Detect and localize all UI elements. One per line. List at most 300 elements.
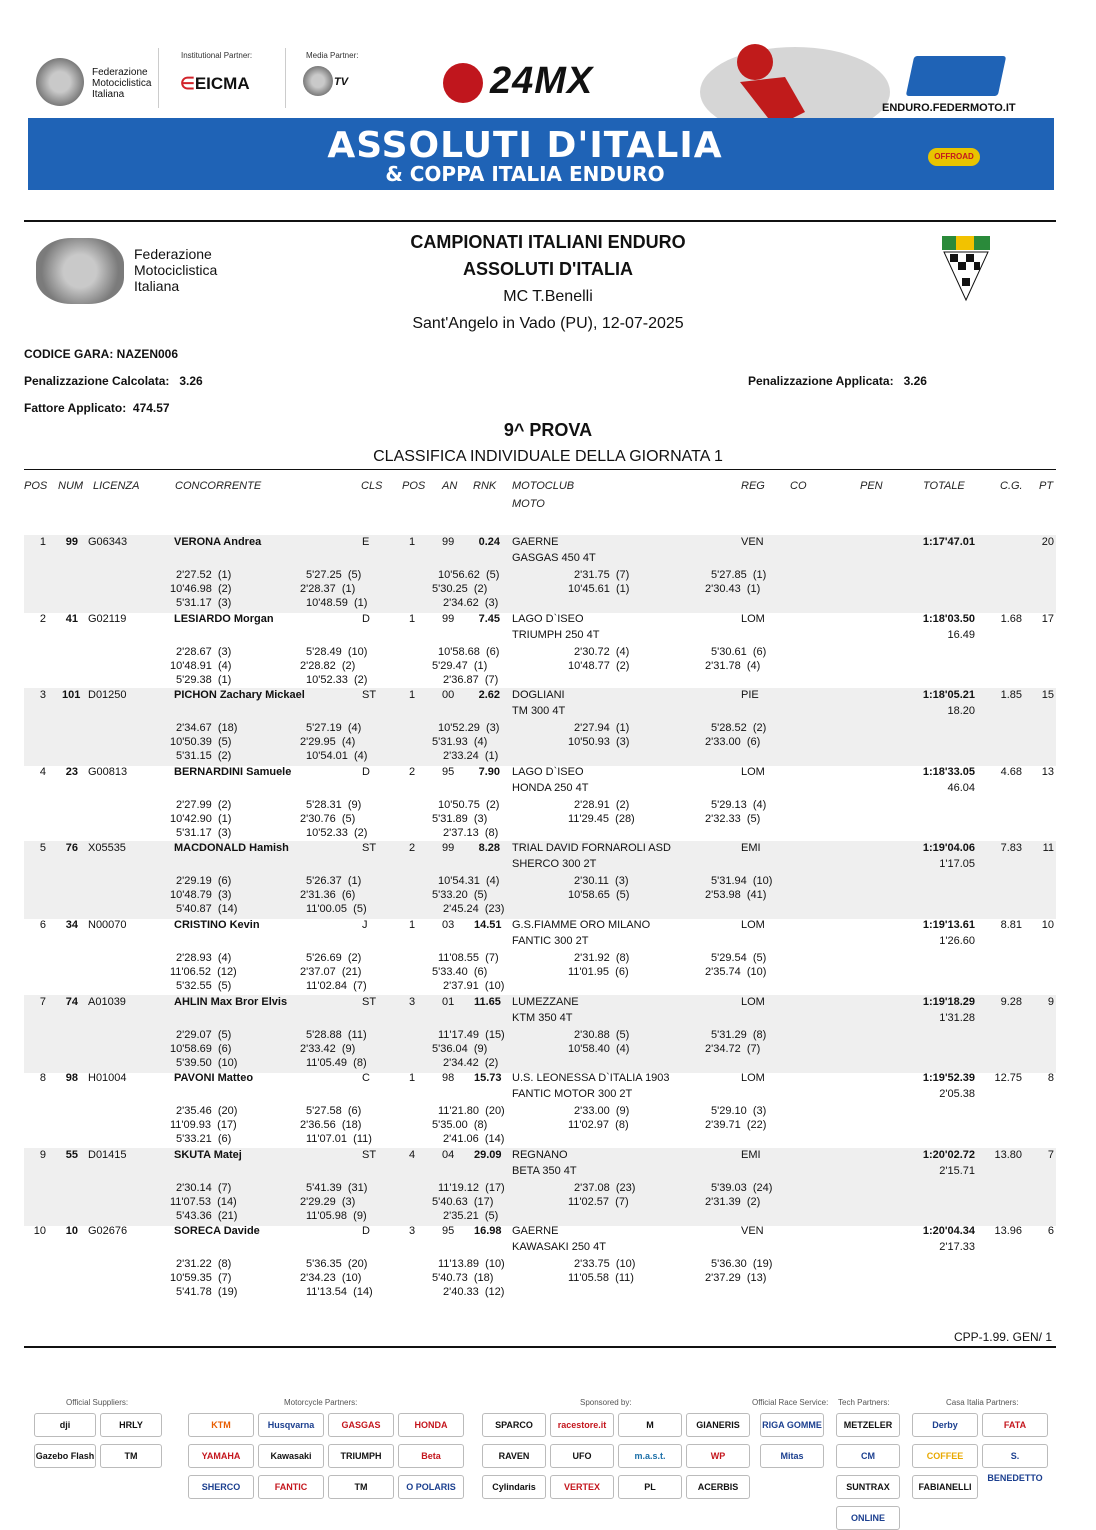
split-time: 5'41.39 (31) xyxy=(306,1182,368,1194)
stage-title: 9^ PROVA xyxy=(503,420,593,440)
divider xyxy=(24,1346,1056,1348)
num-cell: 10 xyxy=(65,1225,78,1237)
split-time: 2'37.08 (23) xyxy=(574,1182,636,1194)
cg-cell: 1.68 xyxy=(1000,613,1022,625)
sponsor-logo: VERTEX xyxy=(550,1475,614,1499)
split-time: 11'01.95 (6) xyxy=(568,966,629,978)
rank-cell: 14.51 xyxy=(474,919,502,931)
split-time: 5'36.35 (20) xyxy=(306,1258,368,1270)
license-cell: G02119 xyxy=(88,613,127,625)
motoclub-cell: TRIAL DAVID FORNAROLI ASD xyxy=(512,842,671,854)
total-cell: 1:19'52.39 xyxy=(922,1072,975,1084)
split-time: 5'36.30 (19) xyxy=(711,1258,773,1270)
class-pos-cell: 1 xyxy=(409,689,416,701)
name-cell: VERONA Andrea xyxy=(174,536,262,548)
motoclub-cell: DOGLIANI xyxy=(512,689,565,701)
split-time: 5'40.87 (14) xyxy=(176,903,238,915)
split-time: 5'31.29 (8) xyxy=(711,1029,767,1041)
cg-cell: 9.28 xyxy=(1000,996,1022,1008)
sponsor-logo: PL xyxy=(618,1475,682,1499)
sponsor-logo: Kawasaki xyxy=(258,1444,324,1468)
region-cell: LOM xyxy=(741,766,765,778)
year-cell: 99 xyxy=(442,536,455,548)
rank-cell: 11.65 xyxy=(474,996,501,1008)
media-partner-label: Media Partner: xyxy=(306,51,359,60)
applied-factor: Fattore Applicato: 474.57 xyxy=(24,401,170,415)
sponsor-logo: GIANERIS xyxy=(686,1413,750,1437)
class-pos-cell: 2 xyxy=(409,842,416,854)
split-time: 5'41.78 (19) xyxy=(176,1286,238,1298)
race-code: CODICE GARA: NAZEN006 xyxy=(24,347,179,361)
sponsor-logo: m.a.s.t. xyxy=(618,1444,682,1468)
split-time: 2'34.23 (10) xyxy=(300,1272,362,1284)
split-time: 10'58.40 (4) xyxy=(568,1043,630,1055)
region-cell: EMI xyxy=(741,842,761,854)
split-time: 11'02.97 (8) xyxy=(568,1119,629,1131)
venue-date: Sant'Angelo in Vado (PU), 12-07-2025 xyxy=(412,315,684,332)
split-time: 2'39.71 (22) xyxy=(705,1119,767,1131)
total-cell: 1:17'47.01 xyxy=(922,536,975,548)
rank-cell: 0.24 xyxy=(478,536,500,548)
class-cell: E xyxy=(362,536,370,548)
sponsor-logo: GASGAS xyxy=(328,1413,394,1437)
name-cell: LESIARDO Morgan xyxy=(174,613,274,625)
split-time: 11'19.12 (17) xyxy=(438,1182,505,1194)
split-time: 10'58.69 (6) xyxy=(170,1043,232,1055)
offroad-logo: OFFROAD xyxy=(928,148,980,166)
pos-cell: 10 xyxy=(33,1225,46,1237)
split-time: 5'33.21 (6) xyxy=(176,1133,232,1145)
num-cell: 55 xyxy=(65,1149,78,1161)
col-totale: TOTALE xyxy=(923,480,965,492)
license-cell: G00813 xyxy=(88,766,128,778)
split-time: 5'31.89 (3) xyxy=(432,813,488,825)
col-motoclub: MOTOCLUB xyxy=(512,480,575,492)
region-cell: LOM xyxy=(741,996,765,1008)
sponsor-logo: WP xyxy=(686,1444,750,1468)
sponsor-logo: FANTIC xyxy=(258,1475,324,1499)
banner-title: ASSOLUTI D'ITALIA xyxy=(327,125,723,166)
split-time: 5'33.20 (5) xyxy=(432,889,488,901)
banner-subtitle: & COPPA ITALIA ENDURO xyxy=(385,162,665,186)
total-cell: 1:20'02.72 xyxy=(922,1149,975,1161)
organizer: MC T.Benelli xyxy=(503,288,593,305)
split-time: 2'30.88 (5) xyxy=(574,1029,630,1041)
sponsor-logo: TRIUMPH xyxy=(328,1444,394,1468)
split-time: 11'29.45 (28) xyxy=(568,813,635,825)
split-time: 2'33.00 (9) xyxy=(574,1105,630,1117)
split-time: 5'26.37 (1) xyxy=(306,875,362,887)
year-cell: 99 xyxy=(442,842,455,854)
split-time: 5'29.47 (1) xyxy=(432,660,488,672)
fie-flag-icon xyxy=(940,236,992,302)
split-time: 2'27.94 (1) xyxy=(574,722,630,734)
col-reg: REG xyxy=(741,480,765,492)
col-pos-class: POS xyxy=(402,480,426,492)
split-time: 5'31.17 (3) xyxy=(176,827,232,839)
split-time: 10'59.35 (7) xyxy=(170,1272,232,1284)
sponsor-logo: Derby xyxy=(912,1413,978,1437)
split-time: 5'36.04 (9) xyxy=(432,1043,488,1055)
class-cell: D xyxy=(362,613,370,625)
class-pos-cell: 4 xyxy=(409,1149,416,1161)
split-time: 2'36.56 (18) xyxy=(300,1119,362,1131)
split-time: 11'08.55 (7) xyxy=(438,952,499,964)
moto-cell: HONDA 250 4T xyxy=(512,782,589,794)
sponsor-logo: TM xyxy=(100,1444,162,1468)
moto-cell: KTM 350 4T xyxy=(512,1012,573,1024)
split-time: 10'45.61 (1) xyxy=(568,583,630,595)
num-cell: 74 xyxy=(65,996,78,1008)
classification-title: CLASSIFICA INDIVIDUALE DELLA GIORNATA 1 xyxy=(373,448,723,465)
split-time: 10'58.68 (6) xyxy=(438,646,500,658)
col-co: CO xyxy=(790,480,807,492)
total-cell: 1:19'13.61 xyxy=(922,919,975,931)
split-time: 2'30.76 (5) xyxy=(300,813,356,825)
sponsor-group-label: Official Suppliers: xyxy=(66,1398,129,1407)
split-time: 10'52.29 (3) xyxy=(438,722,500,734)
split-time: 5'28.49 (10) xyxy=(306,646,368,658)
split-time: 2'29.07 (5) xyxy=(176,1029,232,1041)
sponsor-logo: HONDA xyxy=(398,1413,464,1437)
cg-cell: 12.75 xyxy=(994,1072,1022,1084)
split-time: 11'07.53 (14) xyxy=(170,1196,237,1208)
pos-cell: 8 xyxy=(39,1072,46,1084)
split-time: 5'33.40 (6) xyxy=(432,966,488,978)
split-time: 11'02.84 (7) xyxy=(306,980,367,992)
year-cell: 03 xyxy=(442,919,455,931)
split-time: 2'31.39 (2) xyxy=(705,1196,761,1208)
gap-cell: 16.49 xyxy=(947,629,975,641)
applied-penalty: Penalizzazione Applicata: 3.26 xyxy=(748,374,927,388)
split-time: 5'43.36 (21) xyxy=(176,1210,238,1222)
split-time: 11'07.01 (11) xyxy=(306,1133,372,1145)
split-time: 2'37.07 (21) xyxy=(300,966,362,978)
split-time: 2'29.29 (3) xyxy=(300,1196,356,1208)
split-time: 10'42.90 (1) xyxy=(170,813,232,825)
sponsor-logo: Gazebo Flash xyxy=(34,1444,96,1468)
fmi-tv-logo-icon xyxy=(303,66,333,96)
split-time: 10'46.98 (2) xyxy=(170,583,232,595)
split-time: 5'31.17 (3) xyxy=(176,597,232,609)
split-time: 10'48.91 (4) xyxy=(170,660,232,672)
gap-cell: 46.04 xyxy=(947,782,975,794)
col-pen: PEN xyxy=(860,480,883,492)
license-cell: G02676 xyxy=(88,1225,128,1237)
points-cell: 9 xyxy=(1047,996,1054,1008)
split-time: 5'30.25 (2) xyxy=(432,583,488,595)
split-time: 11'13.54 (14) xyxy=(306,1286,373,1298)
total-cell: 1:20'04.34 xyxy=(922,1225,975,1237)
split-time: 2'30.43 (1) xyxy=(705,583,761,595)
divider xyxy=(24,220,1056,222)
split-time: 11'13.89 (10) xyxy=(438,1258,505,1270)
split-time: 11'00.05 (5) xyxy=(306,903,367,915)
eicma-logo: ∈EICMA xyxy=(180,74,250,93)
split-time: 10'52.33 (2) xyxy=(306,674,368,686)
class-pos-cell: 3 xyxy=(409,996,416,1008)
year-cell: 00 xyxy=(442,689,455,701)
pos-cell: 2 xyxy=(39,613,46,625)
name-cell: CRISTINO Kevin xyxy=(174,919,260,931)
sponsor-logo: METZELER xyxy=(836,1413,900,1437)
split-time: 5'35.00 (8) xyxy=(432,1119,488,1131)
document-reference: CPP-1.99. GEN/ 1 xyxy=(953,1330,1052,1344)
gap-cell: 2'15.71 xyxy=(939,1165,975,1177)
gap-cell: 1'31.28 xyxy=(939,1012,975,1024)
license-cell: X05535 xyxy=(88,842,126,854)
region-cell: LOM xyxy=(741,919,765,931)
sponsor-logo: RAVEN xyxy=(482,1444,546,1468)
motoclub-cell: LAGO D`ISEO xyxy=(512,766,584,778)
cg-cell: 1.85 xyxy=(1000,689,1022,701)
class-pos-cell: 1 xyxy=(409,613,416,625)
sponsor-logo: UFO xyxy=(550,1444,614,1468)
rank-cell: 15.73 xyxy=(474,1072,502,1084)
motoclub-cell: LUMEZZANE xyxy=(512,996,579,1008)
split-time: 10'50.39 (5) xyxy=(170,736,232,748)
name-cell: PICHON Zachary Mickael xyxy=(174,689,305,701)
moto-cell: BETA 350 4T xyxy=(512,1165,577,1177)
split-time: 2'31.36 (6) xyxy=(300,889,356,901)
moto-cell: TM 300 4T xyxy=(512,705,566,717)
points-cell: 7 xyxy=(1047,1149,1054,1161)
points-cell: 6 xyxy=(1047,1225,1054,1237)
num-cell: 98 xyxy=(65,1072,78,1084)
split-time: 2'53.98 (41) xyxy=(705,889,767,901)
region-cell: LOM xyxy=(741,1072,765,1084)
region-cell: VEN xyxy=(741,536,764,548)
sponsor-logo: Beta xyxy=(398,1444,464,1468)
cg-cell: 4.68 xyxy=(1000,766,1022,778)
license-cell: G06343 xyxy=(88,536,128,548)
name-cell: PAVONI Matteo xyxy=(174,1072,254,1084)
region-cell: VEN xyxy=(741,1225,764,1237)
rank-cell: 7.90 xyxy=(478,766,500,778)
num-cell: 99 xyxy=(65,536,78,548)
col-concorrente: CONCORRENTE xyxy=(175,480,262,492)
class-cell: J xyxy=(362,919,368,931)
split-time: 11'17.49 (15) xyxy=(438,1029,505,1041)
gap-cell: 2'17.33 xyxy=(939,1241,975,1253)
split-time: 11'06.52 (12) xyxy=(170,966,237,978)
col-an: AN xyxy=(442,480,458,492)
num-cell: 76 xyxy=(65,842,78,854)
split-time: 2'27.99 (2) xyxy=(176,799,232,811)
name-cell: BERNARDINI Samuele xyxy=(174,766,292,778)
split-time: 2'29.95 (4) xyxy=(300,736,356,748)
split-time: 2'27.52 (1) xyxy=(176,569,232,581)
points-cell: 17 xyxy=(1041,613,1054,625)
col-rnk: RNK xyxy=(473,480,497,492)
class-cell: D xyxy=(362,1225,370,1237)
fmi-logo-icon xyxy=(36,58,84,106)
split-time: 2'31.75 (7) xyxy=(574,569,630,581)
split-time: 5'27.25 (5) xyxy=(306,569,362,581)
total-cell: 1:18'33.05 xyxy=(922,766,975,778)
motoclub-cell: GAERNE xyxy=(512,1225,559,1237)
split-time: 2'37.29 (13) xyxy=(705,1272,767,1284)
points-cell: 10 xyxy=(1041,919,1054,931)
pos-cell: 5 xyxy=(39,842,46,854)
sponsor-logo: M xyxy=(618,1413,682,1437)
fmi-logo-text: Federazione Motociclistica Italiana xyxy=(92,67,152,100)
sponsor-logo: RIGA GOMME xyxy=(760,1413,824,1437)
col-cg: C.G. xyxy=(1000,480,1023,492)
split-time: 2'30.72 (4) xyxy=(574,646,630,658)
fmi-enduro-logo xyxy=(906,56,1007,96)
sponsor-logo: HRLY xyxy=(100,1413,162,1437)
split-time: 2'31.92 (8) xyxy=(574,952,630,964)
class-pos-cell: 1 xyxy=(409,536,416,548)
motoclub-cell: GAERNE xyxy=(512,536,559,548)
class-cell: D xyxy=(362,766,370,778)
split-time: 5'29.10 (3) xyxy=(711,1105,767,1117)
split-time: 2'28.91 (2) xyxy=(574,799,630,811)
split-time: 11'02.57 (7) xyxy=(568,1196,629,1208)
split-time: 2'28.67 (3) xyxy=(176,646,232,658)
split-time: 2'34.42 (2) xyxy=(443,1057,499,1069)
name-cell: SORECA Davide xyxy=(174,1225,260,1237)
year-cell: 98 xyxy=(442,1072,455,1084)
event-title: CAMPIONATI ITALIANI ENDURO xyxy=(410,232,686,252)
sponsor-group-label: Sponsored by: xyxy=(580,1398,632,1407)
pos-cell: 1 xyxy=(39,536,46,548)
split-time: 2'33.24 (1) xyxy=(443,750,499,762)
license-cell: D01250 xyxy=(88,689,127,701)
split-time: 2'34.67 (18) xyxy=(176,722,238,734)
points-cell: 15 xyxy=(1041,689,1054,701)
split-time: 2'31.22 (8) xyxy=(176,1258,232,1270)
total-cell: 1:18'05.21 xyxy=(922,689,975,701)
institutional-partner-label: Institutional Partner: xyxy=(181,51,253,60)
split-time: 2'34.72 (7) xyxy=(705,1043,761,1055)
col-pt: PT xyxy=(1039,480,1054,492)
split-time: 10'58.65 (5) xyxy=(568,889,630,901)
split-time: 5'29.54 (5) xyxy=(711,952,767,964)
split-time: 2'28.82 (2) xyxy=(300,660,356,672)
sponsor-logo: SHERCO xyxy=(188,1475,254,1499)
num-cell: 23 xyxy=(65,766,78,778)
moto-cell: KAWASAKI 250 4T xyxy=(512,1241,606,1253)
sponsor-group-label: Motorcycle Partners: xyxy=(284,1398,358,1407)
split-time: 11'05.49 (8) xyxy=(306,1057,367,1069)
col-num: NUM xyxy=(58,480,84,492)
split-time: 5'31.94 (10) xyxy=(711,875,773,887)
split-time: 11'21.80 (20) xyxy=(438,1105,505,1117)
region-cell: LOM xyxy=(741,613,765,625)
license-cell: H01004 xyxy=(88,1072,127,1084)
total-cell: 1:18'03.50 xyxy=(922,613,975,625)
split-time: 10'48.79 (3) xyxy=(170,889,232,901)
split-time: 5'29.13 (4) xyxy=(711,799,767,811)
split-time: 5'28.31 (9) xyxy=(306,799,362,811)
split-time: 2'32.33 (5) xyxy=(705,813,761,825)
sponsor-logo: racestore.it xyxy=(550,1413,614,1437)
rank-cell: 7.45 xyxy=(478,613,500,625)
gap-cell: 1'26.60 xyxy=(939,935,975,947)
split-time: 5'28.52 (2) xyxy=(711,722,767,734)
split-time: 2'37.13 (8) xyxy=(443,827,499,839)
cg-cell: 13.96 xyxy=(994,1225,1022,1237)
split-time: 2'35.21 (5) xyxy=(443,1210,499,1222)
class-pos-cell: 1 xyxy=(409,1072,416,1084)
sponsor-logo: S. BENEDETTO xyxy=(982,1444,1048,1468)
split-time: 10'54.01 (4) xyxy=(306,750,368,762)
sponsor-logo: FABIANELLI xyxy=(912,1475,978,1499)
col-moto: MOTO xyxy=(512,498,545,510)
motoclub-cell: G.S.FIAMME ORO MILANO xyxy=(512,919,651,931)
24mx-logo: 24MX xyxy=(490,60,594,102)
split-time: 2'33.75 (10) xyxy=(574,1258,636,1270)
split-time: 2'37.91 (10) xyxy=(443,980,505,992)
split-time: 5'40.73 (18) xyxy=(432,1272,494,1284)
pos-cell: 6 xyxy=(39,919,46,931)
split-time: 2'28.93 (4) xyxy=(176,952,232,964)
class-cell: ST xyxy=(362,1149,377,1161)
cg-cell: 7.83 xyxy=(1000,842,1022,854)
split-time: 2'45.24 (23) xyxy=(443,903,505,915)
rank-cell: 2.62 xyxy=(478,689,500,701)
gap-cell: 18.20 xyxy=(947,705,975,717)
num-cell: 101 xyxy=(62,689,81,701)
points-cell: 13 xyxy=(1041,766,1054,778)
year-cell: 04 xyxy=(442,1149,455,1161)
split-time: 5'30.61 (6) xyxy=(711,646,767,658)
name-cell: SKUTA Matej xyxy=(174,1149,242,1161)
split-time: 11'05.98 (9) xyxy=(306,1210,367,1222)
motoclub-cell: REGNANO xyxy=(512,1149,568,1161)
divider xyxy=(158,48,159,108)
split-time: 5'28.88 (11) xyxy=(306,1029,367,1041)
split-time: 10'50.75 (2) xyxy=(438,799,500,811)
year-cell: 01 xyxy=(442,996,455,1008)
split-time: 2'30.11 (3) xyxy=(574,875,629,887)
sponsor-logo: ACERBIS xyxy=(686,1475,750,1499)
split-time: 11'09.93 (17) xyxy=(170,1119,237,1131)
points-cell: 20 xyxy=(1041,536,1054,548)
gap-cell: 2'05.38 xyxy=(939,1088,975,1100)
class-pos-cell: 1 xyxy=(409,919,416,931)
split-time: 5'27.19 (4) xyxy=(306,722,362,734)
motoclub-cell: U.S. LEONESSA D`ITALIA 1903 xyxy=(512,1072,670,1084)
split-time: 2'41.06 (14) xyxy=(443,1133,505,1145)
cg-cell: 13.80 xyxy=(994,1149,1022,1161)
split-time: 5'40.63 (17) xyxy=(432,1196,494,1208)
col-pos: POS xyxy=(24,480,48,492)
sponsor-logo: SPARCO xyxy=(482,1413,546,1437)
sponsor-group-label: Casa Italia Partners: xyxy=(946,1398,1019,1407)
gap-cell: 1'17.05 xyxy=(939,858,975,870)
split-time: 5'31.93 (4) xyxy=(432,736,488,748)
split-time: 2'35.74 (10) xyxy=(705,966,767,978)
pos-cell: 4 xyxy=(39,766,46,778)
split-time: 5'39.50 (10) xyxy=(176,1057,238,1069)
points-cell: 8 xyxy=(1047,1072,1054,1084)
class-pos-cell: 3 xyxy=(409,1225,416,1237)
total-cell: 1:19'18.29 xyxy=(922,996,975,1008)
fmi-logo-text: Federazione Motociclistica Italiana xyxy=(134,246,218,294)
rank-cell: 16.98 xyxy=(474,1225,502,1237)
sponsor-group-label: Tech Partners: xyxy=(838,1398,890,1407)
year-cell: 99 xyxy=(442,613,455,625)
license-cell: N00070 xyxy=(88,919,127,931)
col-cls: CLS xyxy=(361,480,383,492)
tv-label: TV xyxy=(334,76,349,88)
sponsor-logo: SUNTRAX xyxy=(836,1475,900,1499)
region-cell: PIE xyxy=(741,689,759,701)
sponsor-logo: Cylindaris xyxy=(482,1475,546,1499)
